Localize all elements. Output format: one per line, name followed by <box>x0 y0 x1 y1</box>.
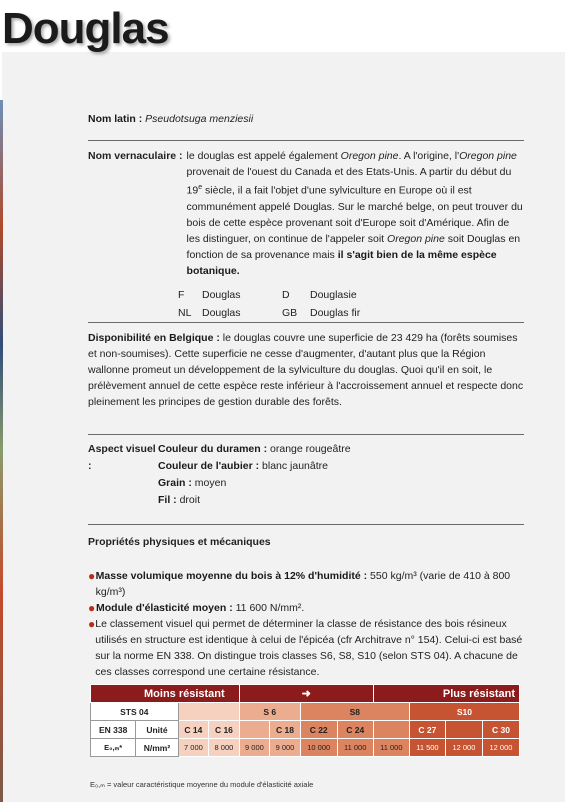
divider <box>88 322 524 323</box>
vernacular-text: le douglas est appelé également Oregon pine. A l'origine, l'Oregon pine provenait de l'ouest du Canada et des Etats-Unis. A partir du début du 19e siècle, il a fait l'objet d'une sylviculture en Europe où il est communément appelé Douglas. Sur le marché belge, on peut trouver du bois de cette espèce provenant soit d'Europe soit d'Amérique. Afin de les distinguer, on continue de l'appeler soit Oregon pine soit Douglas en fonction de sa provenance mais il s'agit bien de la même espèce botanique. <box>186 150 523 277</box>
latin-label: Nom latin : <box>88 113 143 125</box>
aspect-section <box>88 441 524 509</box>
vernacular-names-grid: F Douglas D Douglasie NL Douglas GB Douglas fir <box>178 288 361 319</box>
availability-label: Disponibilité en Belgique : <box>88 332 220 344</box>
availability-section <box>88 330 524 410</box>
vernacular-label: Nom vernaculaire : <box>88 150 183 162</box>
latin-name <box>88 112 524 126</box>
bullet-elasticity: ● Module d'élasticité moyen : 11 600 N/mm². <box>88 601 305 615</box>
properties-section <box>88 534 524 680</box>
divider <box>88 140 524 141</box>
aspect-rows: Couleur du duramen : orange rougeâtre Couleur de l'aubier : blanc jaunâtre Grain : moyen Fil : droit <box>158 443 351 506</box>
table-row: EN 338 Unité C 14 C 16 C 18 C 22 C 24 C 27 C 30 <box>91 721 520 739</box>
divider <box>88 524 524 525</box>
arrow-icon: ➜ <box>239 685 373 703</box>
bullet-classification: ● Le classement visuel qui permet de déterminer la classe de résistance des bois résineux utilisés en structure est identique à celui de l'épicéa (cfr Architrave n° 154). Celui-ci est basé sur la norme EN 338. On distingue trois classes S6, S8, S10 (selon STS 04). A chacune de ces classes correspond une certaine résistance. <box>88 617 523 678</box>
footnote: E₀,ₘ = valeur caractéristique moyenne du module d'élasticité axiale <box>90 780 314 789</box>
table-header-row <box>91 685 520 703</box>
strength-class-table <box>90 684 520 757</box>
divider <box>88 434 524 435</box>
bullet-density: ● Masse volumique moyenne du bois à 12% d'humidité : 550 kg/m³ (varie de 410 à 800 kg/m³) <box>88 569 511 598</box>
table-row: E₀,ₘ* N/mm² 7 000 8 000 9 000 9 000 10 000 11 000 11 000 11 500 12 000 12 000 <box>91 739 520 757</box>
page-title: Douglas <box>2 4 169 53</box>
table-row: STS 04 S 6 S8 S10 <box>91 703 520 721</box>
availability-text: le douglas couvre une superficie de 23 429 ha (forêts soumises et non-soumises). Cette superficie ne cesse d'augmenter, d'autant plus que la Région wallonne promeut un développement de la sylviculture du douglas. Quoi qu'il en soit, le prélèvement annuel de cette espèce reste inférieur à l'accroissement annuel et respecte donc pleinement les principes de gestion durable des forêts. <box>88 332 524 408</box>
left-photo-strip <box>0 100 3 802</box>
vernacular-section <box>88 148 524 321</box>
latin-value: Pseudotsuga menziesii <box>145 113 254 125</box>
less-resistant-label: Moins résistant <box>91 685 240 703</box>
properties-heading: Propriétés physiques et mécaniques <box>88 536 271 548</box>
more-resistant-label: Plus résistant <box>373 685 519 703</box>
aspect-label: Aspect visuel : <box>88 443 156 472</box>
